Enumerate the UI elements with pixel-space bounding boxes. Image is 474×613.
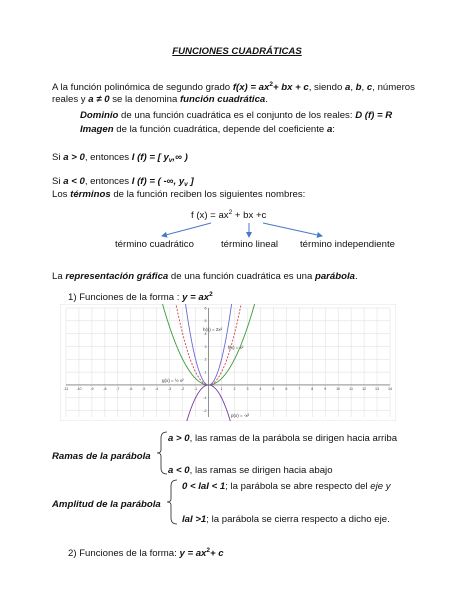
amplitud-brace: [166, 478, 180, 526]
dominio-text: de una función cuadrática es el conjunto de los reales:: [118, 110, 356, 121]
x-tick-label: 13: [375, 386, 380, 391]
formula-text: y = ax: [182, 292, 210, 303]
label-termino-independiente: término independiente: [300, 239, 395, 250]
intro-text: , números: [372, 82, 415, 93]
series-label-f: f(x) = x²: [228, 345, 244, 350]
text: ; la parábola se abre respecto del: [225, 481, 371, 492]
x-tick-label: -4: [155, 386, 159, 391]
x-tick-label: -1: [193, 386, 198, 391]
coef-a: a: [344, 82, 351, 93]
series-label-p: p(x) = -x²: [231, 413, 250, 418]
item-2: [68, 548, 224, 559]
condition: 0 < laI < 1: [182, 481, 226, 492]
formula-text: + bx +c: [232, 210, 267, 221]
x-tick-label: 14: [388, 386, 392, 391]
x-tick-label: -5: [142, 386, 146, 391]
item-1: [68, 292, 213, 303]
coef-b: b: [355, 82, 362, 93]
formula-text: + bx + c: [272, 82, 309, 93]
label-termino-cuadratico: término cuadrático: [115, 239, 194, 250]
formula-text: f(x) = ax: [232, 82, 270, 93]
coef-a: a: [326, 124, 333, 135]
amplitud-cierra: [182, 514, 390, 525]
label-termino-lineal: término lineal: [221, 239, 279, 250]
condition: a > 0: [63, 152, 85, 163]
x-tick-label: 10: [336, 386, 341, 391]
condition: a < 0: [63, 176, 85, 187]
dominio-term: Dominio: [80, 110, 119, 121]
text: .: [354, 271, 358, 282]
x-tick-label: 2: [233, 386, 236, 391]
x-tick-label: -11: [63, 386, 69, 391]
text: La: [52, 271, 66, 282]
x-tick-label: -6: [129, 386, 133, 391]
formula-text: + c: [210, 548, 224, 559]
imagen-text: :: [332, 124, 335, 135]
text: de la función reciben los siguientes nombres:: [110, 189, 306, 200]
x-tick-label: -9: [90, 386, 94, 391]
imagen-term: Imagen: [80, 124, 114, 135]
y-tick-label: 4: [204, 331, 207, 336]
subscript: v: [168, 157, 173, 164]
intro-text: , siendo: [308, 82, 345, 93]
text: Los: [52, 189, 71, 200]
y-tick-label: -2: [203, 408, 207, 413]
intro-text: reales y: [52, 94, 89, 105]
x-tick-label: -3: [168, 386, 172, 391]
exponent: 2: [269, 81, 273, 88]
x-tick-label: 6: [285, 386, 288, 391]
intro-text: .: [265, 94, 268, 105]
x-tick-label: 4: [259, 386, 262, 391]
amplitud-label: Amplitud de la parábola: [52, 499, 161, 510]
condition: a > 0: [168, 433, 190, 444]
exponent: 2: [228, 209, 233, 216]
series-label-h: h(x) = 2x²: [203, 327, 223, 332]
x-tick-label: -2: [181, 386, 185, 391]
x-tick-label: -10: [76, 386, 82, 391]
x-tick-label: 8: [311, 386, 314, 391]
terminos-term: términos: [70, 189, 111, 200]
x-tick-label: 7: [298, 386, 301, 391]
image-formula: I (f) = [ y: [131, 152, 169, 163]
representacion-term: representación gráfica: [65, 271, 169, 282]
ramas-negativo: [168, 465, 333, 476]
imagen-text: de la función cuadrática, depende del coeficiente: [113, 124, 327, 135]
formula-text: f (x) = ax: [191, 210, 229, 221]
intro-text: ,: [350, 82, 356, 93]
ramas-label: Ramas de la parábola: [52, 451, 151, 462]
intro-text: A la función polinómica de segundo grado: [52, 82, 233, 93]
intro-text: se la denomina: [109, 94, 180, 105]
text: , entonces: [84, 176, 132, 187]
exponent: 2: [206, 547, 211, 554]
chart-background: [60, 304, 396, 421]
text: , entonces: [84, 152, 132, 163]
ramas-positivo: [168, 433, 397, 444]
amplitud-abre: [182, 481, 391, 492]
text: 1) Funciones de la forma :: [68, 292, 183, 303]
arrow-cuadratico: [162, 223, 211, 236]
image-formula: ]: [187, 176, 194, 187]
text: Si: [52, 176, 64, 187]
text: , las ramas de la parábola se dirigen hacia arriba: [189, 433, 398, 444]
representacion-line: [52, 271, 358, 282]
parabola-chart: [60, 304, 396, 421]
eje-y-term: eje y: [370, 481, 391, 492]
y-tick-label: 1: [204, 370, 207, 375]
condition: laI >1: [182, 514, 207, 525]
y-tick-label: -1: [203, 396, 207, 401]
text: ; la parábola se cierra respecto a dicho eje.: [206, 514, 390, 525]
x-tick-label: 1: [220, 386, 223, 391]
intro-text: ,: [361, 82, 367, 93]
condition: a ≠ 0: [88, 94, 110, 105]
subscript: v: [184, 181, 188, 188]
dominio-formula: D (f) = R: [355, 110, 393, 121]
y-tick-label: 6: [204, 306, 207, 311]
term-funcion-cuadratica: función cuadrática: [179, 94, 266, 105]
arrow-independiente: [263, 223, 322, 236]
image-formula: I (f) = ( -∞, y: [131, 176, 185, 187]
page-title: FUNCIONES CUADRÁTICAS: [172, 46, 302, 57]
coef-c: c: [366, 82, 373, 93]
y-tick-label: 3: [204, 344, 207, 349]
x-tick-label: 5: [272, 386, 275, 391]
x-tick-label: 3: [246, 386, 249, 391]
y-tick-label: 5: [204, 319, 207, 324]
parabola-term: parábola: [314, 271, 355, 282]
y-tick-label: 2: [204, 357, 207, 362]
condition: a < 0: [168, 465, 190, 476]
x-tick-label: -7: [116, 386, 120, 391]
text: de una función cuadrática es una: [168, 271, 315, 282]
x-tick-label: 9: [324, 386, 327, 391]
text: Si: [52, 152, 64, 163]
x-tick-label: 12: [362, 386, 367, 391]
series-label-g: g(x) = ½ x²: [162, 378, 184, 383]
x-tick-label: -8: [103, 386, 107, 391]
text: , las ramas se dirigen hacia abajo: [189, 465, 333, 476]
exponent: 2: [209, 291, 213, 298]
x-tick-label: 11: [349, 386, 353, 391]
image-formula: ,∞ ): [172, 152, 188, 163]
formula-text: y = ax: [179, 548, 207, 559]
text: 2) Funciones de la forma:: [68, 548, 180, 559]
